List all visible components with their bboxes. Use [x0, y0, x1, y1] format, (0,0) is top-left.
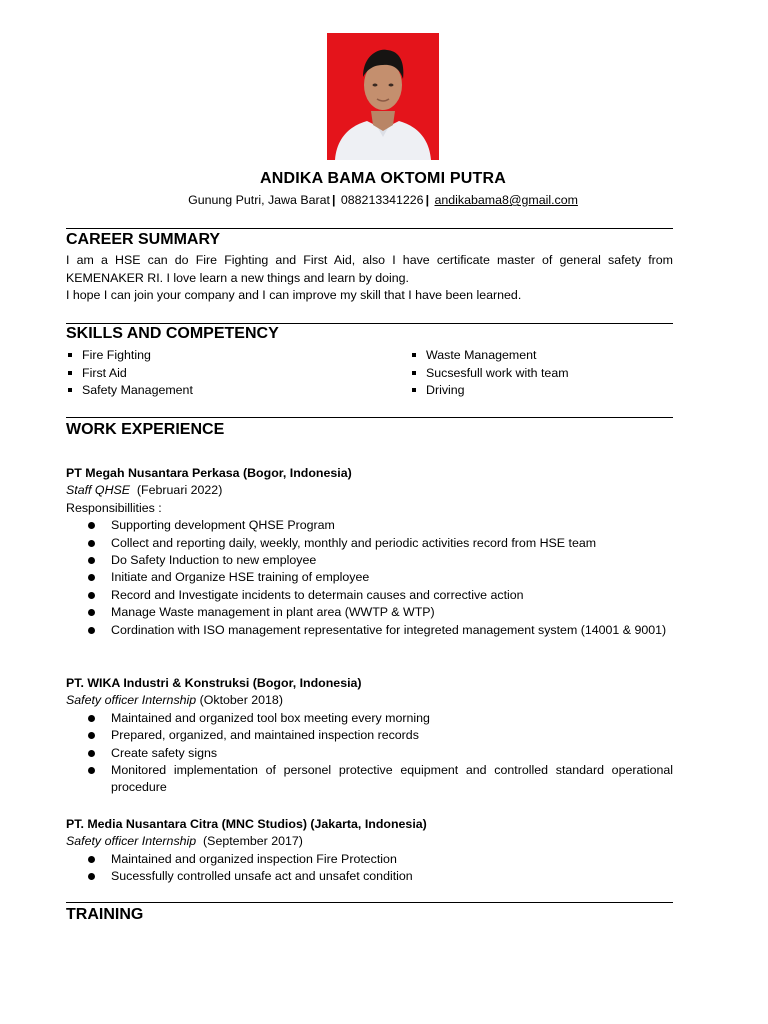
bullet-icon: [88, 557, 95, 564]
job-company: PT Megah Nusantara Perkasa (Bogor, Indonesia): [66, 466, 352, 480]
list-item-text: Maintained and organized inspection Fire Protection: [111, 851, 397, 866]
contact-separator: |: [425, 193, 430, 207]
list-item: [66, 710, 673, 727]
skill-item: [66, 365, 193, 383]
list-item-text: Sucessfully controlled unsafe act and unsafet condition: [111, 869, 413, 884]
list-item: [66, 868, 673, 885]
bullet-icon: [88, 609, 95, 616]
list-item-text: Record and Investigate incidents to determain causes and corrective action: [111, 587, 524, 602]
job-company: PT. Media Nusantara Citra (MNC Studios) (Jakarta, Indonesia): [66, 817, 427, 831]
skill-item: [410, 347, 569, 365]
skill-label: Safety Management: [82, 383, 193, 397]
list-item: [66, 604, 673, 621]
responsibility-list: [66, 851, 673, 886]
candidate-name: ANDIKA BAMA OKTOMI PUTRA: [260, 170, 506, 187]
bullet-icon: [88, 856, 95, 863]
list-item-text: Do Safety Induction to new employee: [111, 553, 317, 568]
skills-heading: SKILLS AND COMPETENCY: [66, 325, 279, 342]
skill-item: [66, 347, 193, 365]
summary-paragraph: I hope I can join your company and I can improve my skill that I have been learned.: [66, 288, 522, 302]
job-role: Staff QHSE: [66, 483, 131, 498]
job-entry: [66, 816, 673, 886]
email-link[interactable]: andikabama8@gmail.com: [434, 193, 578, 207]
list-item: [66, 517, 673, 534]
resume-page: [66, 0, 673, 1024]
phone-number: 088213341226: [340, 193, 424, 207]
list-item-text: Supporting development QHSE Program: [111, 518, 335, 533]
work-experience-heading: WORK EXPERIENCE: [66, 421, 225, 438]
skill-label: Sucsesfull work with team: [426, 365, 569, 380]
square-bullet-icon: [412, 388, 416, 392]
bullet-icon: [88, 540, 95, 547]
list-item-text: Initiate and Organize HSE training of employee: [111, 570, 370, 585]
job-role-line: [66, 692, 673, 709]
list-item: [66, 727, 673, 744]
list-item-text: Monitored implementation of personel protective equipment and controlled standard operational procedure: [111, 763, 673, 795]
list-item-text: Collect and reporting daily, weekly, monthly and periodic activities record from HSE team: [111, 535, 597, 550]
list-item-text: Prepared, organized, and maintained inspection records: [111, 728, 419, 743]
job-role-line: [66, 833, 673, 850]
section-divider: [66, 417, 673, 418]
bullet-icon: [88, 592, 95, 599]
responsibility-list: [66, 517, 673, 639]
list-item: [66, 587, 673, 604]
job-entry: [66, 465, 673, 639]
summary-paragraph: I am a HSE can do Fire Fighting and First Aid, also I have certificate master of general safety from KEMENAKER RI. I love learn a new things and learn by doing.: [66, 253, 673, 285]
list-item-text: Maintained and organized tool box meeting every morning: [111, 710, 430, 725]
section-divider: [66, 228, 673, 229]
list-item-text: Create safety signs: [111, 745, 218, 760]
job-role-line: [66, 482, 673, 499]
skills-column-right: [410, 347, 569, 400]
bullet-icon: [88, 574, 95, 581]
job-entry: [66, 675, 673, 797]
list-item: [66, 851, 673, 868]
skill-label: Driving: [426, 383, 465, 397]
section-divider: [66, 902, 673, 903]
skills-column-left: [66, 347, 193, 400]
responsibility-list: [66, 710, 673, 797]
skill-label: Fire Fighting: [82, 348, 151, 362]
square-bullet-icon: [68, 353, 72, 357]
person-portrait-icon: [327, 33, 439, 160]
bullet-icon: [88, 732, 95, 739]
section-divider: [66, 323, 673, 324]
bullet-icon: [88, 767, 95, 774]
job-role: Safety officer Internship: [66, 834, 197, 849]
square-bullet-icon: [68, 371, 72, 375]
responsibilities-label: Responsibillities :: [66, 500, 162, 515]
career-summary-heading: CAREER SUMMARY: [66, 231, 221, 248]
contact-line: [66, 193, 700, 207]
job-period: (September 2017): [196, 834, 303, 849]
career-summary-text: [66, 252, 673, 305]
list-item: [66, 762, 673, 797]
bullet-icon: [88, 715, 95, 722]
skill-item: [410, 382, 569, 400]
contact-separator: |: [331, 193, 336, 207]
square-bullet-icon: [412, 353, 416, 357]
job-role: Safety officer Internship: [66, 693, 197, 708]
list-item: [66, 552, 673, 569]
list-item: [66, 535, 673, 552]
bullet-icon: [88, 627, 95, 634]
bullet-icon: [88, 873, 95, 880]
list-item: [66, 745, 673, 762]
training-heading: TRAINING: [66, 906, 144, 923]
profile-photo: [327, 33, 439, 160]
skill-item: [66, 382, 193, 400]
square-bullet-icon: [412, 371, 416, 375]
square-bullet-icon: [68, 388, 72, 392]
location: Gunung Putri, Jawa Barat: [188, 193, 330, 207]
job-company: PT. WIKA Industri & Konstruksi (Bogor, Indonesia): [66, 676, 362, 690]
list-item: [66, 569, 673, 586]
list-item-text: Manage Waste management in plant area (WWTP & WTP): [111, 605, 435, 620]
list-item: [66, 622, 673, 639]
skill-item: [410, 365, 569, 383]
job-period: (Oktober 2018): [196, 693, 283, 708]
list-item-text: Cordination with ISO management representative for integreted management system (14001 & 9001): [111, 622, 667, 637]
job-period: (Februari 2022): [130, 483, 223, 498]
skill-label: First Aid: [82, 365, 127, 380]
bullet-icon: [88, 750, 95, 757]
skill-label: Waste Management: [426, 348, 537, 362]
bullet-icon: [88, 522, 95, 529]
